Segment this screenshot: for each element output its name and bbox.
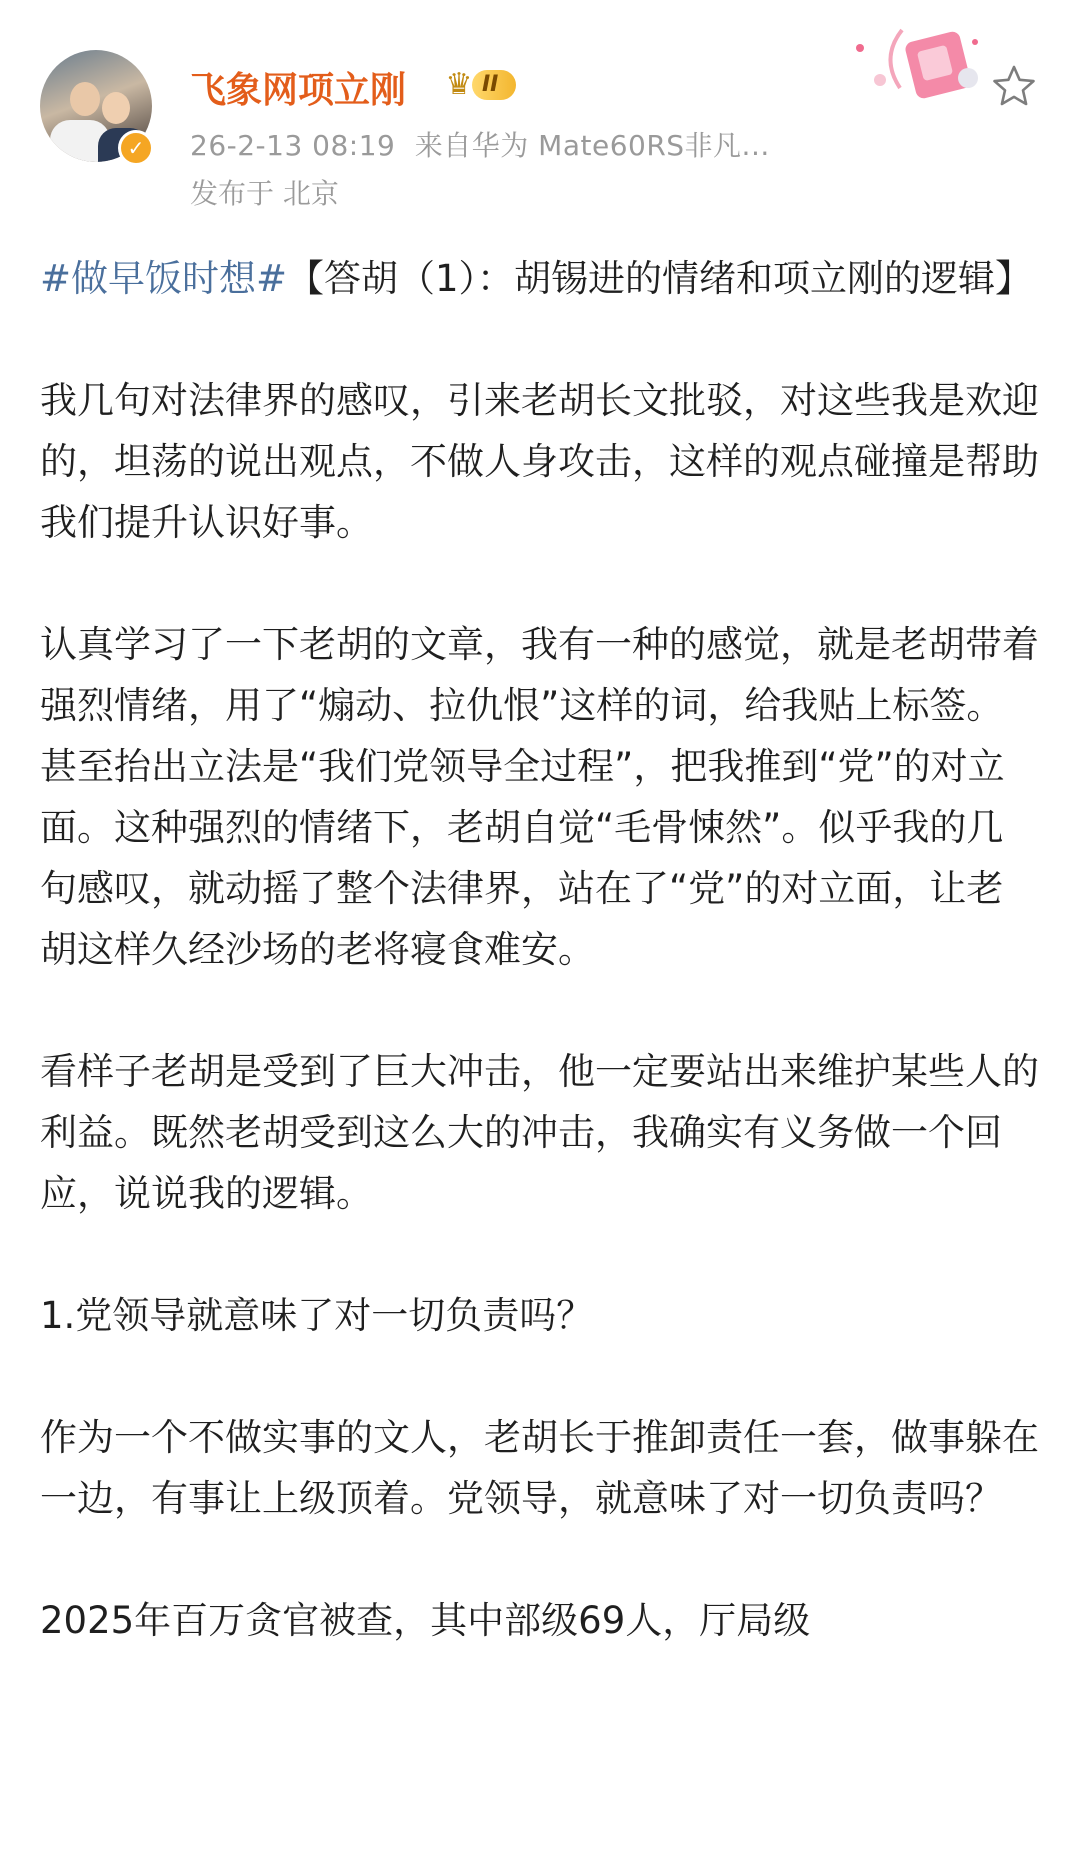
post-title: 【答胡（1）：胡锡进的情绪和项立刚的逻辑】	[287, 257, 1033, 300]
paragraph: 认真学习了一下老胡的文章，我有一种的感觉，就是老胡带着强烈情绪，用了“煽动、拉仇恨”这样的词，给我贴上标签。甚至抬出立法是“我们党领导全过程”，把我推到“党”的对立面。这种强烈的情绪下，老胡自觉“毛骨悚然”。似乎我的几句感叹，就动摇了整个法律界，站在了“党”的对立面，让老胡这样久经沙场的老将寝食难安。	[40, 623, 1039, 971]
red-envelope-decoration	[840, 18, 990, 108]
timestamp: 26-2-13 08:19	[190, 129, 396, 162]
crown-icon: ♛	[445, 67, 473, 102]
verified-badge-icon: ✓	[118, 130, 154, 166]
topic-link[interactable]: #做早饭时想#	[40, 257, 288, 300]
post-location: 发布于 北京	[190, 177, 339, 210]
username[interactable]: 飞象网项立刚	[190, 70, 407, 111]
paragraph: 2025年百万贪官被查，其中部级69人，厅局级	[40, 1599, 811, 1642]
paragraph: 1.党领导就意味了对一切负责吗？	[40, 1294, 594, 1337]
paragraph: 看样子老胡是受到了巨大冲击，他一定要站出来维护某些人的利益。既然老胡受到这么大的冲击，我确实有义务做一个回应，说说我的逻辑。	[40, 1050, 1039, 1215]
vip-level: II	[472, 70, 516, 100]
post-header	[0, 0, 1080, 220]
paragraph: 我几句对法律界的感叹，引来老胡长文批驳，对这些我是欢迎的，坦荡的说出观点，不做人身攻击，这样的观点碰撞是帮助我们提升认识好事。	[40, 379, 1039, 544]
post-body	[40, 248, 1040, 1712]
post-meta	[190, 124, 770, 164]
paragraph: 作为一个不做实事的文人，老胡长于推卸责任一套，做事躲在一边，有事让上级顶着。党领导，就意味了对一切负责吗？	[40, 1416, 1039, 1520]
post-title-line	[40, 248, 1040, 309]
star-icon[interactable]	[990, 62, 1038, 110]
vip-badge[interactable]	[440, 66, 516, 104]
post-source: 来自华为 Mate60RS非凡...	[414, 129, 770, 162]
